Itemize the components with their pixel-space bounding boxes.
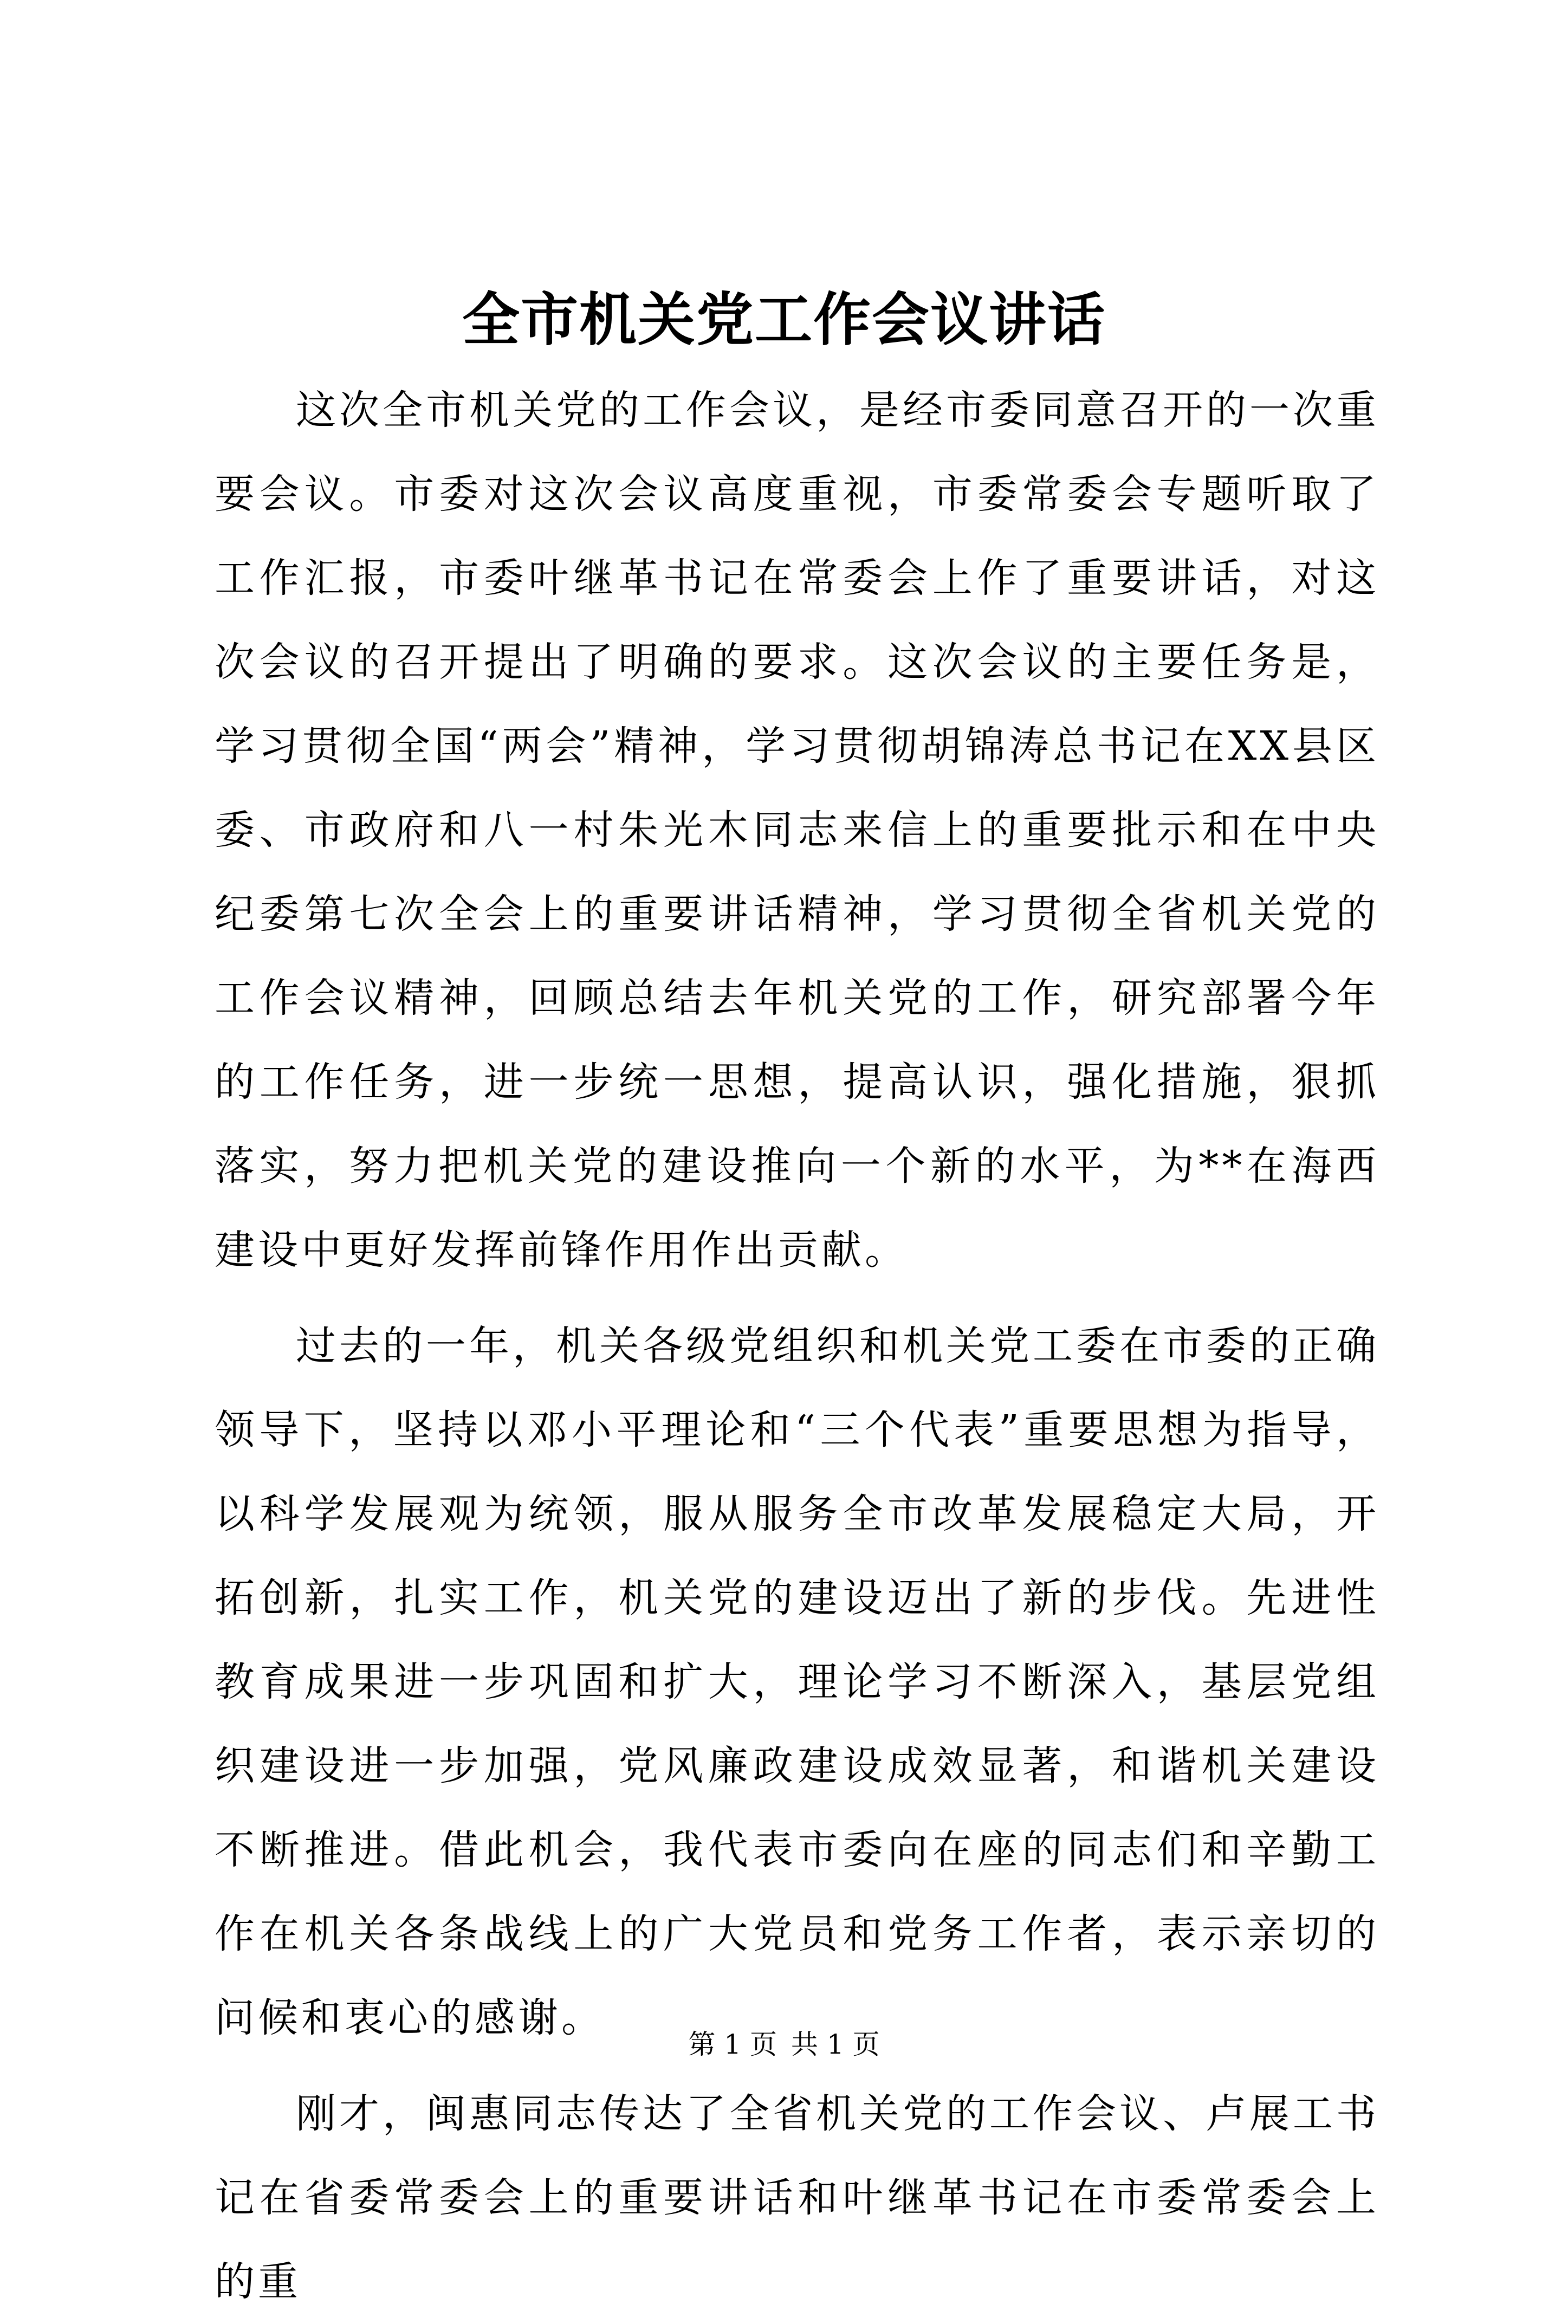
page-number: 第 1 页 [688, 2029, 777, 2060]
paragraph-2: 过去的一年，机关各级党组织和机关党工委在市委的正确领导下，坚持以邓小平理论和“三个代表”重要思想为指导，以科学发展观为统领，服从服务全市改革发展稳定大局，开拓创新，扎实工作，机关党的建设迈出了新的步伐。先进性教育成果进一步巩固和扩大，理论学习不断深入，基层党组织建设进一步加强，党风廉政建设成效显著，和谐机关建设不断推进。借此机会，我代表市委向在座的同志们和辛勤工作在机关各条战线上的广大党员和党务工作者，表示亲切的问候和衷心的感谢。 [215, 1323, 1379, 2041]
page-footer [0, 2025, 1568, 2063]
paragraph-1: 这次全市机关党的工作会议，是经市委同意召开的一次重要会议。市委对这次会议高度重视，市委常委会专题听取了工作汇报，市委叶继革书记在常委会上作了重要讲话，对这次会议的召开提出了明确的要求。这次会议的主要任务是，学习贯彻全国“两会”精神，学习贯彻胡锦涛总书记在XX县区委、市政府和八一村朱光木同志来信上的重要批示和在中央纪委第七次全会上的重要讲话精神，学习贯彻全省机关党的工作会议精神，回顾总结去年机关党的工作，研究部署今年的工作任务，进一步统一思想，提高认识，强化措施，狠抓落实，努力把机关党的建设推向一个新的水平，为**在海西建设中更好发挥前锋作用作出贡献。 [215, 387, 1379, 1273]
page-total: 共 1 页 [791, 2029, 880, 2060]
paragraph-3: 刚才，闽惠同志传达了全省机关党的工作会议、卢展工书记在省委常委会上的重要讲话和叶继革书记在市委常委会上的重 [215, 2090, 1379, 2305]
document-title: 全市机关党工作会议讲话 [462, 286, 1106, 353]
